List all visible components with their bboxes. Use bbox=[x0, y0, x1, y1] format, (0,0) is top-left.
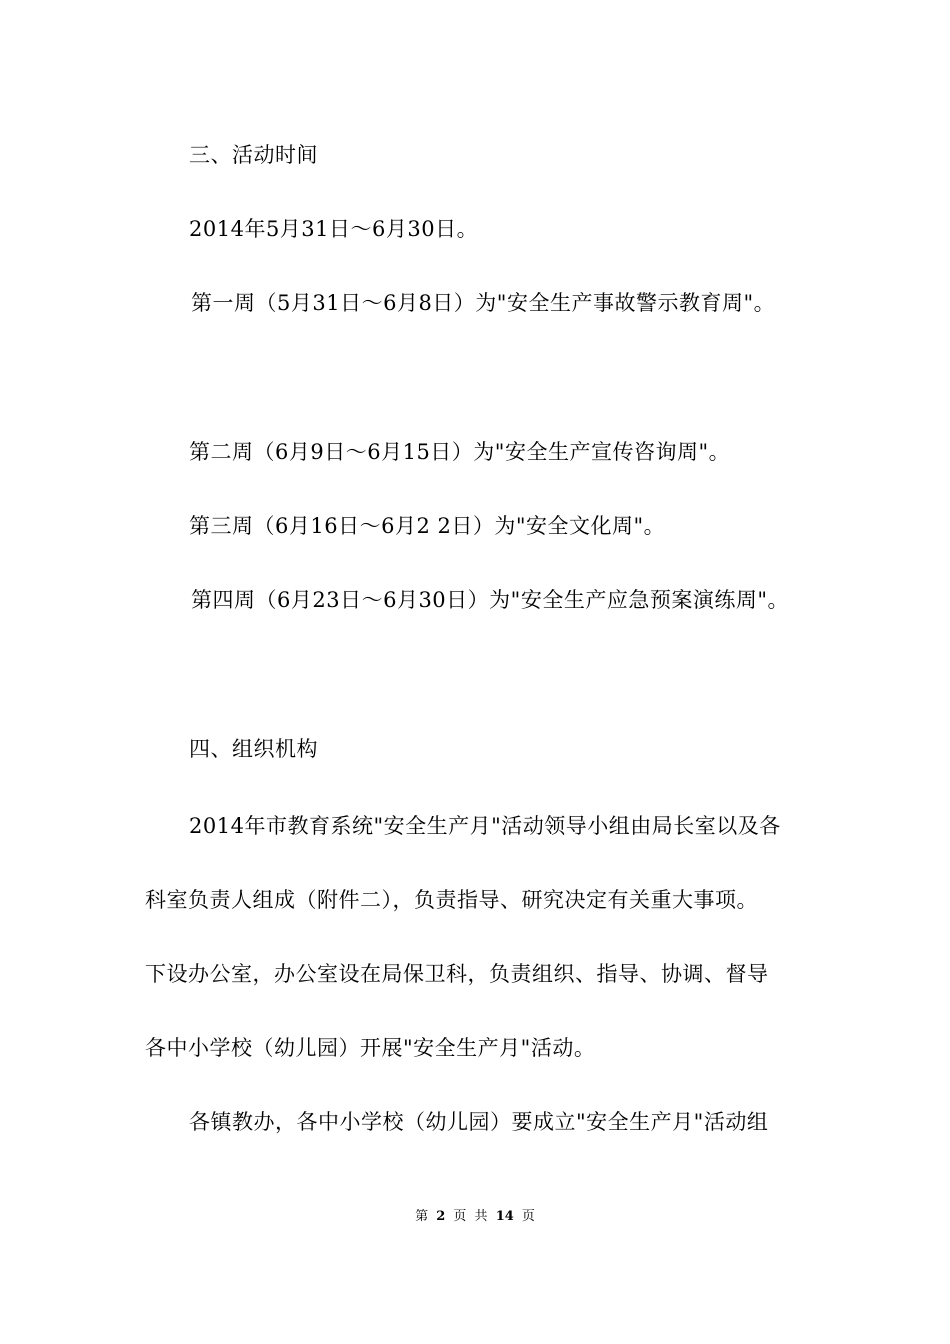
footer-prefix: 第 bbox=[415, 1209, 429, 1224]
paragraph-org-line-4: 各中小学校（幼儿园）开展"安全生产月"活动。 bbox=[145, 1036, 596, 1060]
footer-middle: 页 共 bbox=[453, 1209, 488, 1224]
footer-page-number: 2 bbox=[436, 1209, 446, 1224]
footer-suffix: 页 bbox=[521, 1209, 535, 1224]
page-footer bbox=[0, 1208, 950, 1226]
paragraph-org-line-3: 下设办公室，办公室设在局保卫科，负责组织、指导、协调、督导 bbox=[145, 962, 769, 986]
section-heading-activity-time: 三、活动时间 bbox=[189, 143, 318, 167]
paragraph-week-three: 第三周（6月16日～6月2 2日）为"安全文化周"。 bbox=[189, 514, 666, 538]
section-heading-organization: 四、组织机构 bbox=[189, 737, 318, 761]
paragraph-date-range: 2014年5月31日～6月30日。 bbox=[189, 217, 479, 241]
paragraph-town-offices: 各镇教办，各中小学校（幼儿园）要成立"安全生产月"活动组 bbox=[189, 1110, 769, 1134]
paragraph-week-one: 第一周（5月31日～6月8日）为"安全生产事故警示教育周"。 bbox=[191, 291, 776, 315]
paragraph-week-four: 第四周（6月23日～6月30日）为"安全生产应急预案演练周"。 bbox=[191, 588, 789, 612]
paragraph-org-line-2: 科室负责人组成（附件二），负责指导、研究决定有关重大事项。 bbox=[145, 888, 758, 912]
paragraph-week-two: 第二周（6月9日～6月15日）为"安全生产宣传咨询周"。 bbox=[189, 440, 731, 464]
paragraph-org-line-1: 2014年市教育系统"安全生产月"活动领导小组由局长室以及各 bbox=[189, 814, 781, 838]
footer-total-pages: 14 bbox=[495, 1209, 514, 1224]
